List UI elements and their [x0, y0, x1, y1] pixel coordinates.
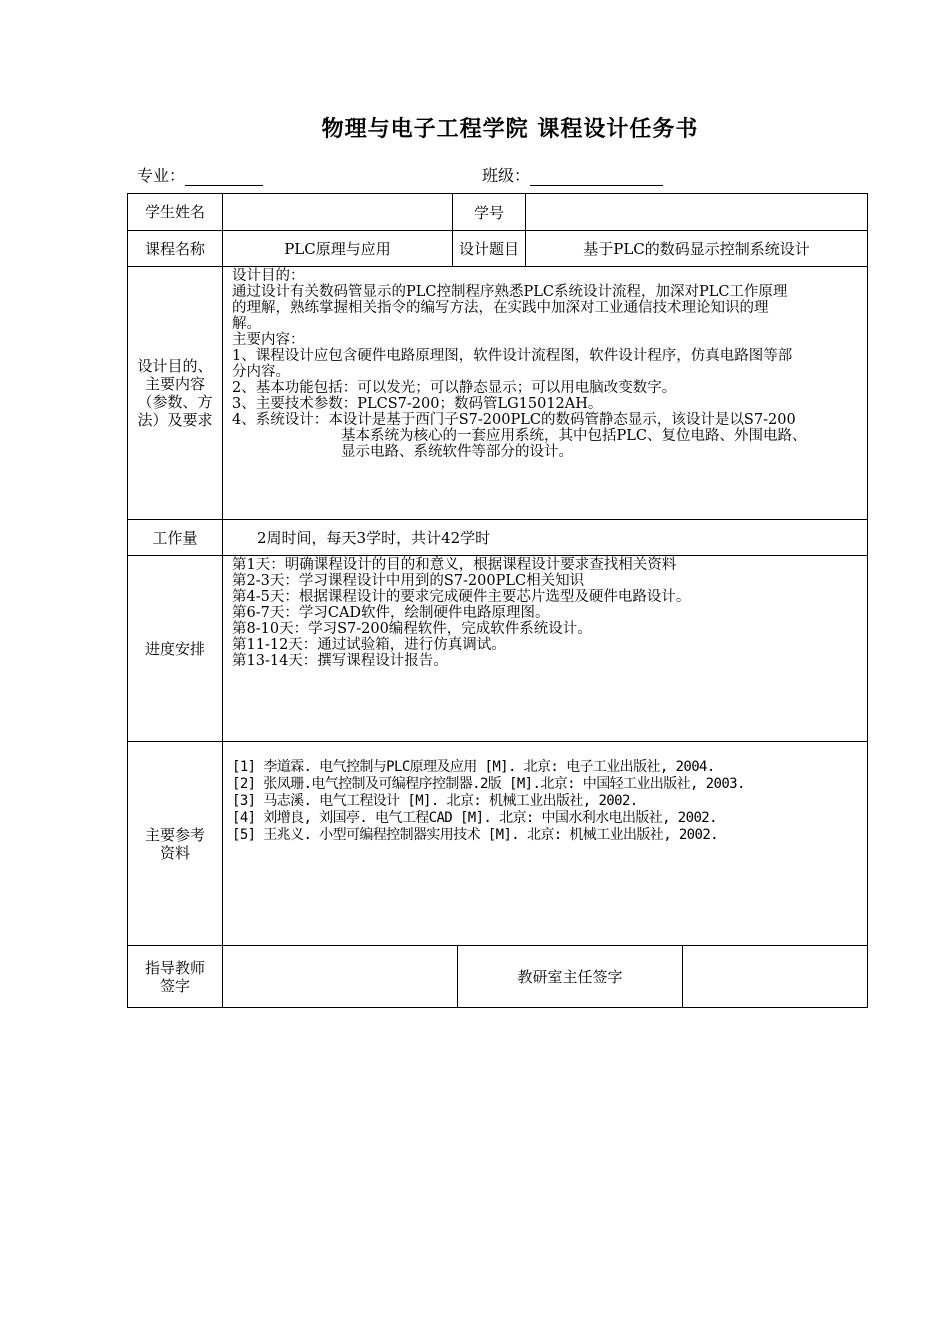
schedule-line: 第13-14天：撰写课程设计报告。 — [232, 653, 448, 669]
purpose-label-line: 主要内容 — [144, 375, 205, 393]
refs-label — [128, 742, 223, 946]
workload-value: 2周时间，每天3学时，共计42学时 — [223, 520, 868, 556]
purpose-line: 设计目的： — [232, 268, 305, 284]
course-label: 课程名称 — [128, 231, 223, 267]
purpose-line: 解。 — [232, 316, 261, 332]
row-workload — [128, 520, 868, 556]
refs-label-line: 资料 — [159, 843, 190, 862]
row-references — [128, 742, 868, 946]
purpose-line: 的理解，熟练掌握相关指令的编写方法，在实践中加深对工业通信技术理论知识的理 — [232, 300, 769, 316]
class-label: 班级： — [482, 166, 531, 185]
purpose-line: 2、基本功能包括：可以发光；可以静态显示；可以用电脑改变数字。 — [232, 380, 677, 396]
schedule-line: 第1天：明确课程设计的目的和意义，根据课程设计要求查找相关资料 — [232, 557, 677, 573]
student-name-cell[interactable] — [223, 194, 453, 231]
advisor-label-line: 指导教师 — [144, 958, 205, 977]
topic-label: 设计题目 — [453, 231, 526, 267]
director-signature-cell[interactable] — [683, 946, 868, 1008]
reference-item: [4] 刘增良, 刘国亭. 电气工程CAD [M]. 北京: 中国水利水电出版社, 2002. — [232, 810, 717, 826]
reference-item: [5] 王兆义. 小型可编程控制器实用技术 [M]. 北京: 机械工业出版社, 2002. — [232, 827, 719, 843]
class-blank[interactable] — [530, 168, 663, 186]
advisor-signature-cell[interactable] — [223, 946, 458, 1008]
student-name-label: 学生姓名 — [128, 194, 223, 231]
schedule-line: 第11-12天：通过试验箱，进行仿真调试。 — [232, 637, 506, 653]
refs-content — [223, 742, 868, 946]
major-field — [137, 163, 263, 186]
reference-item: [1] 李道霖. 电气控制与PLC原理及应用 [M]. 北京: 电子工业出版社, 2004. — [232, 759, 715, 775]
purpose-line: 通过设计有关数码管显示的PLC控制程序熟悉PLC系统设计流程，加深对PLC工作原理 — [232, 284, 788, 300]
purpose-line: 分内容。 — [232, 364, 290, 380]
task-table — [127, 193, 868, 1008]
purpose-label-line: 法）及要求 — [137, 411, 213, 429]
course-value: PLC原理与应用 — [223, 231, 453, 267]
workload-label: 工作量 — [128, 520, 223, 556]
student-id-cell[interactable] — [526, 194, 868, 231]
student-id-label: 学号 — [453, 194, 526, 231]
row-student — [128, 194, 868, 231]
reference-item: [3] 马志溪. 电气工程设计 [M]. 北京: 机械工业出版社, 2002. — [232, 793, 638, 809]
document-title: 物理与电子工程学院 课程设计任务书 — [321, 117, 699, 142]
purpose-indent-line: 基本系统为核心的一套应用系统，其中包括PLC、复位电路、外围电路、 — [341, 428, 807, 444]
purpose-label-line: （参数、方 — [137, 393, 213, 411]
reference-item: [2] 张凤珊.电气控制及可编程序控制器.2版 [M].北京: 中国轻工业出版社, 2003. — [232, 776, 745, 792]
topic-value: 基于PLC的数码显示控制系统设计 — [526, 231, 868, 267]
director-label: 教研室主任签字 — [458, 946, 683, 1008]
schedule-line: 第4-5天：根据课程设计的要求完成硬件主要芯片选型及硬件电路设计。 — [232, 589, 691, 605]
row-schedule — [128, 556, 868, 742]
schedule-content — [223, 556, 868, 742]
purpose-line: 3、主要技术参数：PLCS7-200；数码管LG15012AH。 — [232, 396, 603, 412]
purpose-line: 4、系统设计：本设计是基于西门子S7-200PLC的数码管静态显示，该设计是以S7-200 — [232, 412, 796, 428]
row-course — [128, 231, 868, 267]
purpose-line: 主要内容： — [232, 332, 305, 348]
purpose-label-line: 设计目的、 — [137, 357, 213, 375]
schedule-line: 第8-10天：学习S7-200编程软件，完成软件系统设计。 — [232, 621, 592, 637]
row-purpose — [128, 267, 868, 520]
purpose-label — [128, 267, 223, 520]
major-label: 专业： — [137, 166, 186, 185]
purpose-indent-line: 显示电路、系统软件等部分的设计。 — [341, 444, 573, 460]
row-signatures — [128, 946, 868, 1008]
schedule-line: 第2-3天：学习课程设计中用到的S7-200PLC相关知识 — [232, 573, 585, 589]
major-blank[interactable] — [185, 168, 263, 186]
schedule-label: 进度安排 — [128, 556, 223, 742]
class-field — [482, 163, 663, 186]
purpose-line: 1、课程设计应包含硬件电路原理图，软件设计流程图，软件设计程序，仿真电路图等部 — [232, 348, 793, 364]
refs-label-line: 主要参考 — [144, 825, 205, 844]
purpose-content — [223, 267, 868, 520]
schedule-line: 第6-7天：学习CAD软件，绘制硬件电路原理图。 — [232, 605, 550, 621]
advisor-label — [128, 946, 223, 1008]
advisor-label-line: 签字 — [159, 976, 190, 995]
